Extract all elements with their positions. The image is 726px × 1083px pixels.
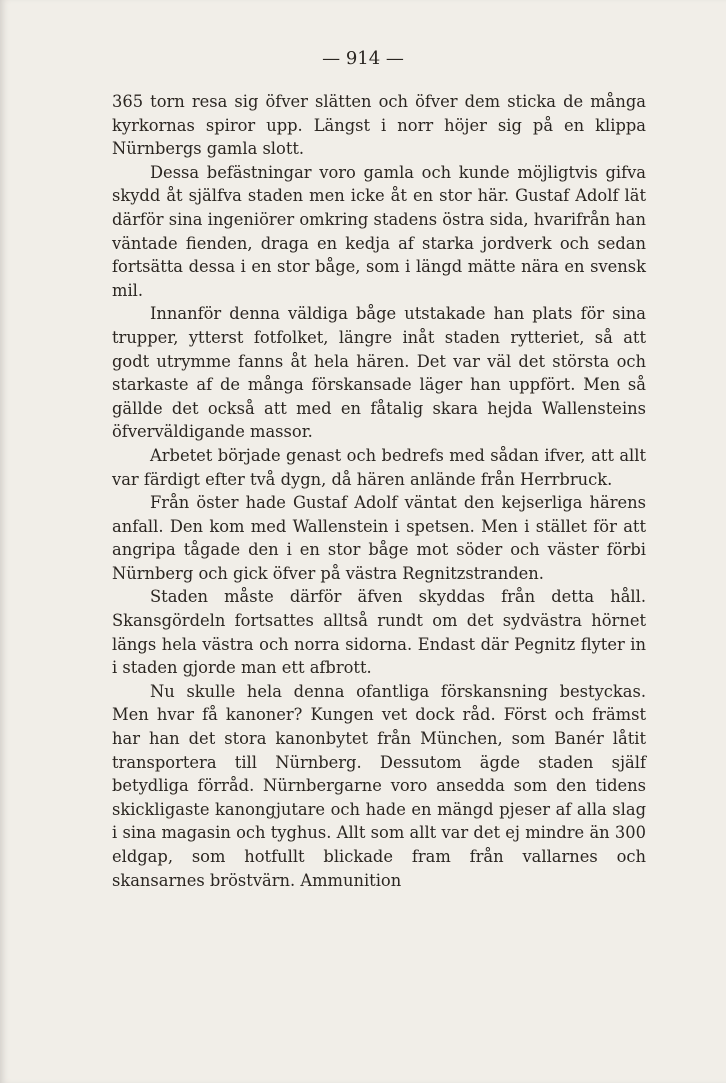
paragraph-6: Staden måste därför äfven skyddas från detta håll. Skansgördeln fortsattes alltså rundt om det sydvästra hörnet längs hela västra och norra sidorna. Endast där Pegnitz flyter in i staden gjorde man ett afbrott. [112,587,646,678]
paragraph-5: Från öster hade Gustaf Adolf väntat den kejserliga härens anfall. Den kom med Wallenstein i spetsen. Men i stället för att angripa tågade den i en stor båge mot söder och väster förbi Nürnberg och gick öfver på västra Regnitzstranden. [112,493,646,583]
paragraph-3: Innanför denna väldiga båge utstakade han plats för sina trupper, ytterst fotfolket, längre inåt staden rytteriet, så att godt utrymme fanns åt hela hären. Det var väl det största och starkaste af de många förskansade läger han uppfört. Men så gällde det också att med en fåtalig skara hejda Wallensteins öfverväldigande massor. [112,304,646,442]
paragraph-7: Nu skulle hela denna ofantliga förskansning bestyckas. Men hvar få kanoner? Kungen vet dock råd. Först och främst har han det stora kanonbytet från München, som Banér låtit transportera till Nürnberg. Dessutom ägde staden själf betydliga förråd. Nürnbergarne voro ansedda som den tidens skickligaste kanongjutare och hade en mängd pjeser af alla slag i sina magasin och tyghus. Allt som allt var det ej mindre än 300 eldgap, som hotfullt blickade fram från vallarnes och skansarnes bröstvärn. Ammunition [112,681,646,890]
paragraph-1: 365 torn resa sig öfver slätten och öfver dem sticka de många kyrkornas spiror upp. Längst i norr höjer sig på en klippa Nürnbergs gamla slott. [112,92,646,159]
paragraph-4: Arbetet började genast och bedrefs med sådan ifver, att allt var färdigt efter två dygn, då hären anlände från Herrbruck. [112,445,646,489]
body-text [112,90,646,892]
paragraph-2: Dessa befästningar voro gamla och kunde möjligtvis gifva skydd åt själfva staden men icke åt en stor här. Gustaf Adolf lät därför sina ingeniörer omkring stadens östra sida, hvarifrån han väntade fienden, draga en kedja af starka jordverk och sedan fortsätta dessa i en stor båge, som i längd mätte nära en svensk mil. [112,162,646,300]
page-number: — 914 — [322,48,404,69]
